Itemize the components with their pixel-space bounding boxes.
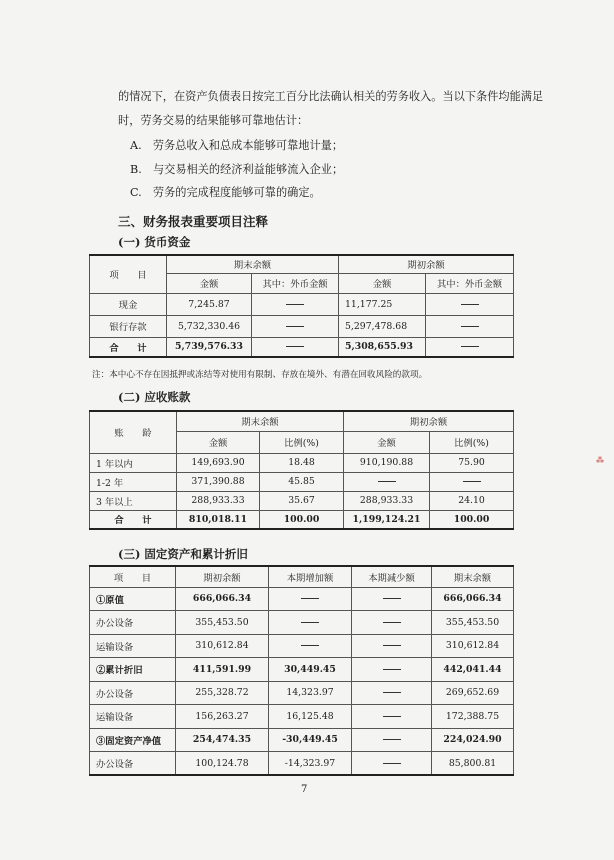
intro-item-c: C. 劳务的完成程度能够可靠的确定。 <box>130 186 321 199</box>
table-row-total <box>90 337 514 357</box>
row-label: 办公设备 <box>90 752 176 776</box>
margin-mark: ⁂ <box>596 456 604 465</box>
cell-value: 371,390.88 <box>177 472 260 491</box>
total-value: 1,199,124.21 <box>344 510 430 529</box>
cell-value: 355,453.50 <box>176 611 269 635</box>
row-label: 运输设备 <box>90 634 176 658</box>
row-label: 1 年以内 <box>90 453 177 472</box>
fa-header-item: 项 目 <box>90 566 176 587</box>
cell-value: 442,041.44 <box>432 658 514 682</box>
cell-value: 254,474.35 <box>176 728 269 752</box>
cash-header-end-foreign: 其中：外币金额 <box>252 273 339 293</box>
cash-header-item: 项 目 <box>90 255 167 293</box>
row-label: 办公设备 <box>90 681 176 705</box>
cell-value: 30,449.45 <box>269 658 352 682</box>
cell-value: 910,190.88 <box>344 453 430 472</box>
row-label: ③固定资产净值 <box>90 728 176 752</box>
dash-cell <box>352 587 432 611</box>
cell-value: 100,124.78 <box>176 752 269 776</box>
cell-value: 75.90 <box>430 453 514 472</box>
intro-line-1: 的情况下，在资产负债表日按完工百分比法确认相关的劳务收入。当以下条件均能满足 <box>118 90 544 103</box>
intro-item-a: A. 劳务总收入和总成本能够可靠地计量； <box>130 139 344 152</box>
row-label: 3 年以上 <box>90 491 177 510</box>
row-label: 办公设备 <box>90 611 176 635</box>
cell-value: 310,612.84 <box>432 634 514 658</box>
cell-value: 269,652.69 <box>432 681 514 705</box>
row-label: 银行存款 <box>90 315 167 337</box>
table-row <box>90 587 514 611</box>
cell-value: 35.67 <box>260 491 344 510</box>
fixed-assets-title: (三) 固定资产和累计折旧 <box>118 547 248 561</box>
table-row <box>90 293 514 315</box>
table-row-total <box>90 510 514 529</box>
cell-value: 411,591.99 <box>176 658 269 682</box>
dash-cell <box>352 634 432 658</box>
receivables-header-begin-ratio: 比例(%) <box>430 431 514 453</box>
cash-title: (一) 货币资金 <box>118 235 191 249</box>
row-label: 运输设备 <box>90 705 176 729</box>
cell-value: 288,933.33 <box>344 491 430 510</box>
table-row <box>90 752 514 776</box>
cash-header-begin-foreign: 其中：外币金额 <box>426 273 514 293</box>
cell-value: 14,323.97 <box>269 681 352 705</box>
cell-value: 5,297,478.68 <box>339 315 426 337</box>
cell-value: 24.10 <box>430 491 514 510</box>
table-row <box>90 658 514 682</box>
receivables-header-begin: 期初余额 <box>344 411 514 431</box>
cell-value: 5,732,330.46 <box>167 315 252 337</box>
row-label: 现金 <box>90 293 167 315</box>
receivables-header-begin-amount: 金额 <box>344 431 430 453</box>
row-label: ①原值 <box>90 587 176 611</box>
cell-value: -30,449.45 <box>269 728 352 752</box>
cell-value: 156,263.27 <box>176 705 269 729</box>
fa-header-end: 期末余额 <box>432 566 514 587</box>
receivables-header-end-ratio: 比例(%) <box>260 431 344 453</box>
cash-header-end: 期末余额 <box>167 255 339 273</box>
cell-value: 310,612.84 <box>176 634 269 658</box>
cell-value: 11,177.25 <box>339 293 426 315</box>
intro-line-2: 时，劳务交易的结果能够可靠地估计： <box>118 114 309 127</box>
table-row <box>90 705 514 729</box>
total-value: 100.00 <box>430 510 514 529</box>
cell-value: 666,066.34 <box>432 587 514 611</box>
cell-value: 45.85 <box>260 472 344 491</box>
cell-value: 172,388.75 <box>432 705 514 729</box>
dash-cell <box>252 293 339 315</box>
dash-cell <box>269 587 352 611</box>
row-label: ②累计折旧 <box>90 658 176 682</box>
cash-note: 注：本中心不存在因抵押或冻结等对使用有限制、存放在境外、有潜在回收风险的款项。 <box>92 370 428 380</box>
cell-value: 666,066.34 <box>176 587 269 611</box>
receivables-header-age: 账 龄 <box>90 411 177 453</box>
dash-cell <box>426 315 514 337</box>
dash-cell <box>426 337 514 357</box>
dash-cell <box>430 472 514 491</box>
table-row <box>90 315 514 337</box>
cell-value: 7,245.87 <box>167 293 252 315</box>
table-row <box>90 634 514 658</box>
receivables-header-end-amount: 金额 <box>177 431 260 453</box>
total-label: 合 计 <box>90 510 177 529</box>
table-row <box>90 728 514 752</box>
dash-cell <box>344 472 430 491</box>
cell-value: 355,453.50 <box>432 611 514 635</box>
cash-header-end-amount: 金额 <box>167 273 252 293</box>
fixed-assets-table <box>89 565 514 776</box>
receivables-table <box>89 410 514 530</box>
table-row <box>90 681 514 705</box>
dash-cell <box>252 337 339 357</box>
cash-table <box>89 254 514 358</box>
cell-value: 85,800.81 <box>432 752 514 776</box>
cell-value: 288,933.33 <box>177 491 260 510</box>
dash-cell <box>269 611 352 635</box>
table-row <box>90 472 514 491</box>
dash-cell <box>352 752 432 776</box>
total-value: 100.00 <box>260 510 344 529</box>
total-value: 5,308,655.93 <box>339 337 426 357</box>
total-label: 合 计 <box>90 337 167 357</box>
table-row <box>90 453 514 472</box>
section-title: 三、财务报表重要项目注释 <box>118 214 269 229</box>
dash-cell <box>352 658 432 682</box>
fa-header-increase: 本期增加额 <box>269 566 352 587</box>
dash-cell <box>426 293 514 315</box>
cell-value: 255,328.72 <box>176 681 269 705</box>
table-row <box>90 491 514 510</box>
cash-header-begin-amount: 金额 <box>339 273 426 293</box>
dash-cell <box>252 315 339 337</box>
row-label: 1-2 年 <box>90 472 177 491</box>
total-value: 810,018.11 <box>177 510 260 529</box>
cell-value: 149,693.90 <box>177 453 260 472</box>
cell-value: 18.48 <box>260 453 344 472</box>
cell-value: -14,323.97 <box>269 752 352 776</box>
page-number: 7 <box>301 784 308 795</box>
cash-header-begin: 期初余额 <box>339 255 514 273</box>
fa-header-begin: 期初余额 <box>176 566 269 587</box>
table-row <box>90 611 514 635</box>
cell-value: 224,024.90 <box>432 728 514 752</box>
dash-cell <box>352 681 432 705</box>
dash-cell <box>352 705 432 729</box>
total-value: 5,739,576.33 <box>167 337 252 357</box>
intro-item-b: B. 与交易相关的经济利益能够流入企业； <box>130 163 344 176</box>
dash-cell <box>352 611 432 635</box>
cell-value: 16,125.48 <box>269 705 352 729</box>
receivables-header-end: 期末余额 <box>177 411 344 431</box>
receivables-title: (二) 应收账款 <box>118 390 191 404</box>
dash-cell <box>352 728 432 752</box>
dash-cell <box>269 634 352 658</box>
fa-header-decrease: 本期减少额 <box>352 566 432 587</box>
